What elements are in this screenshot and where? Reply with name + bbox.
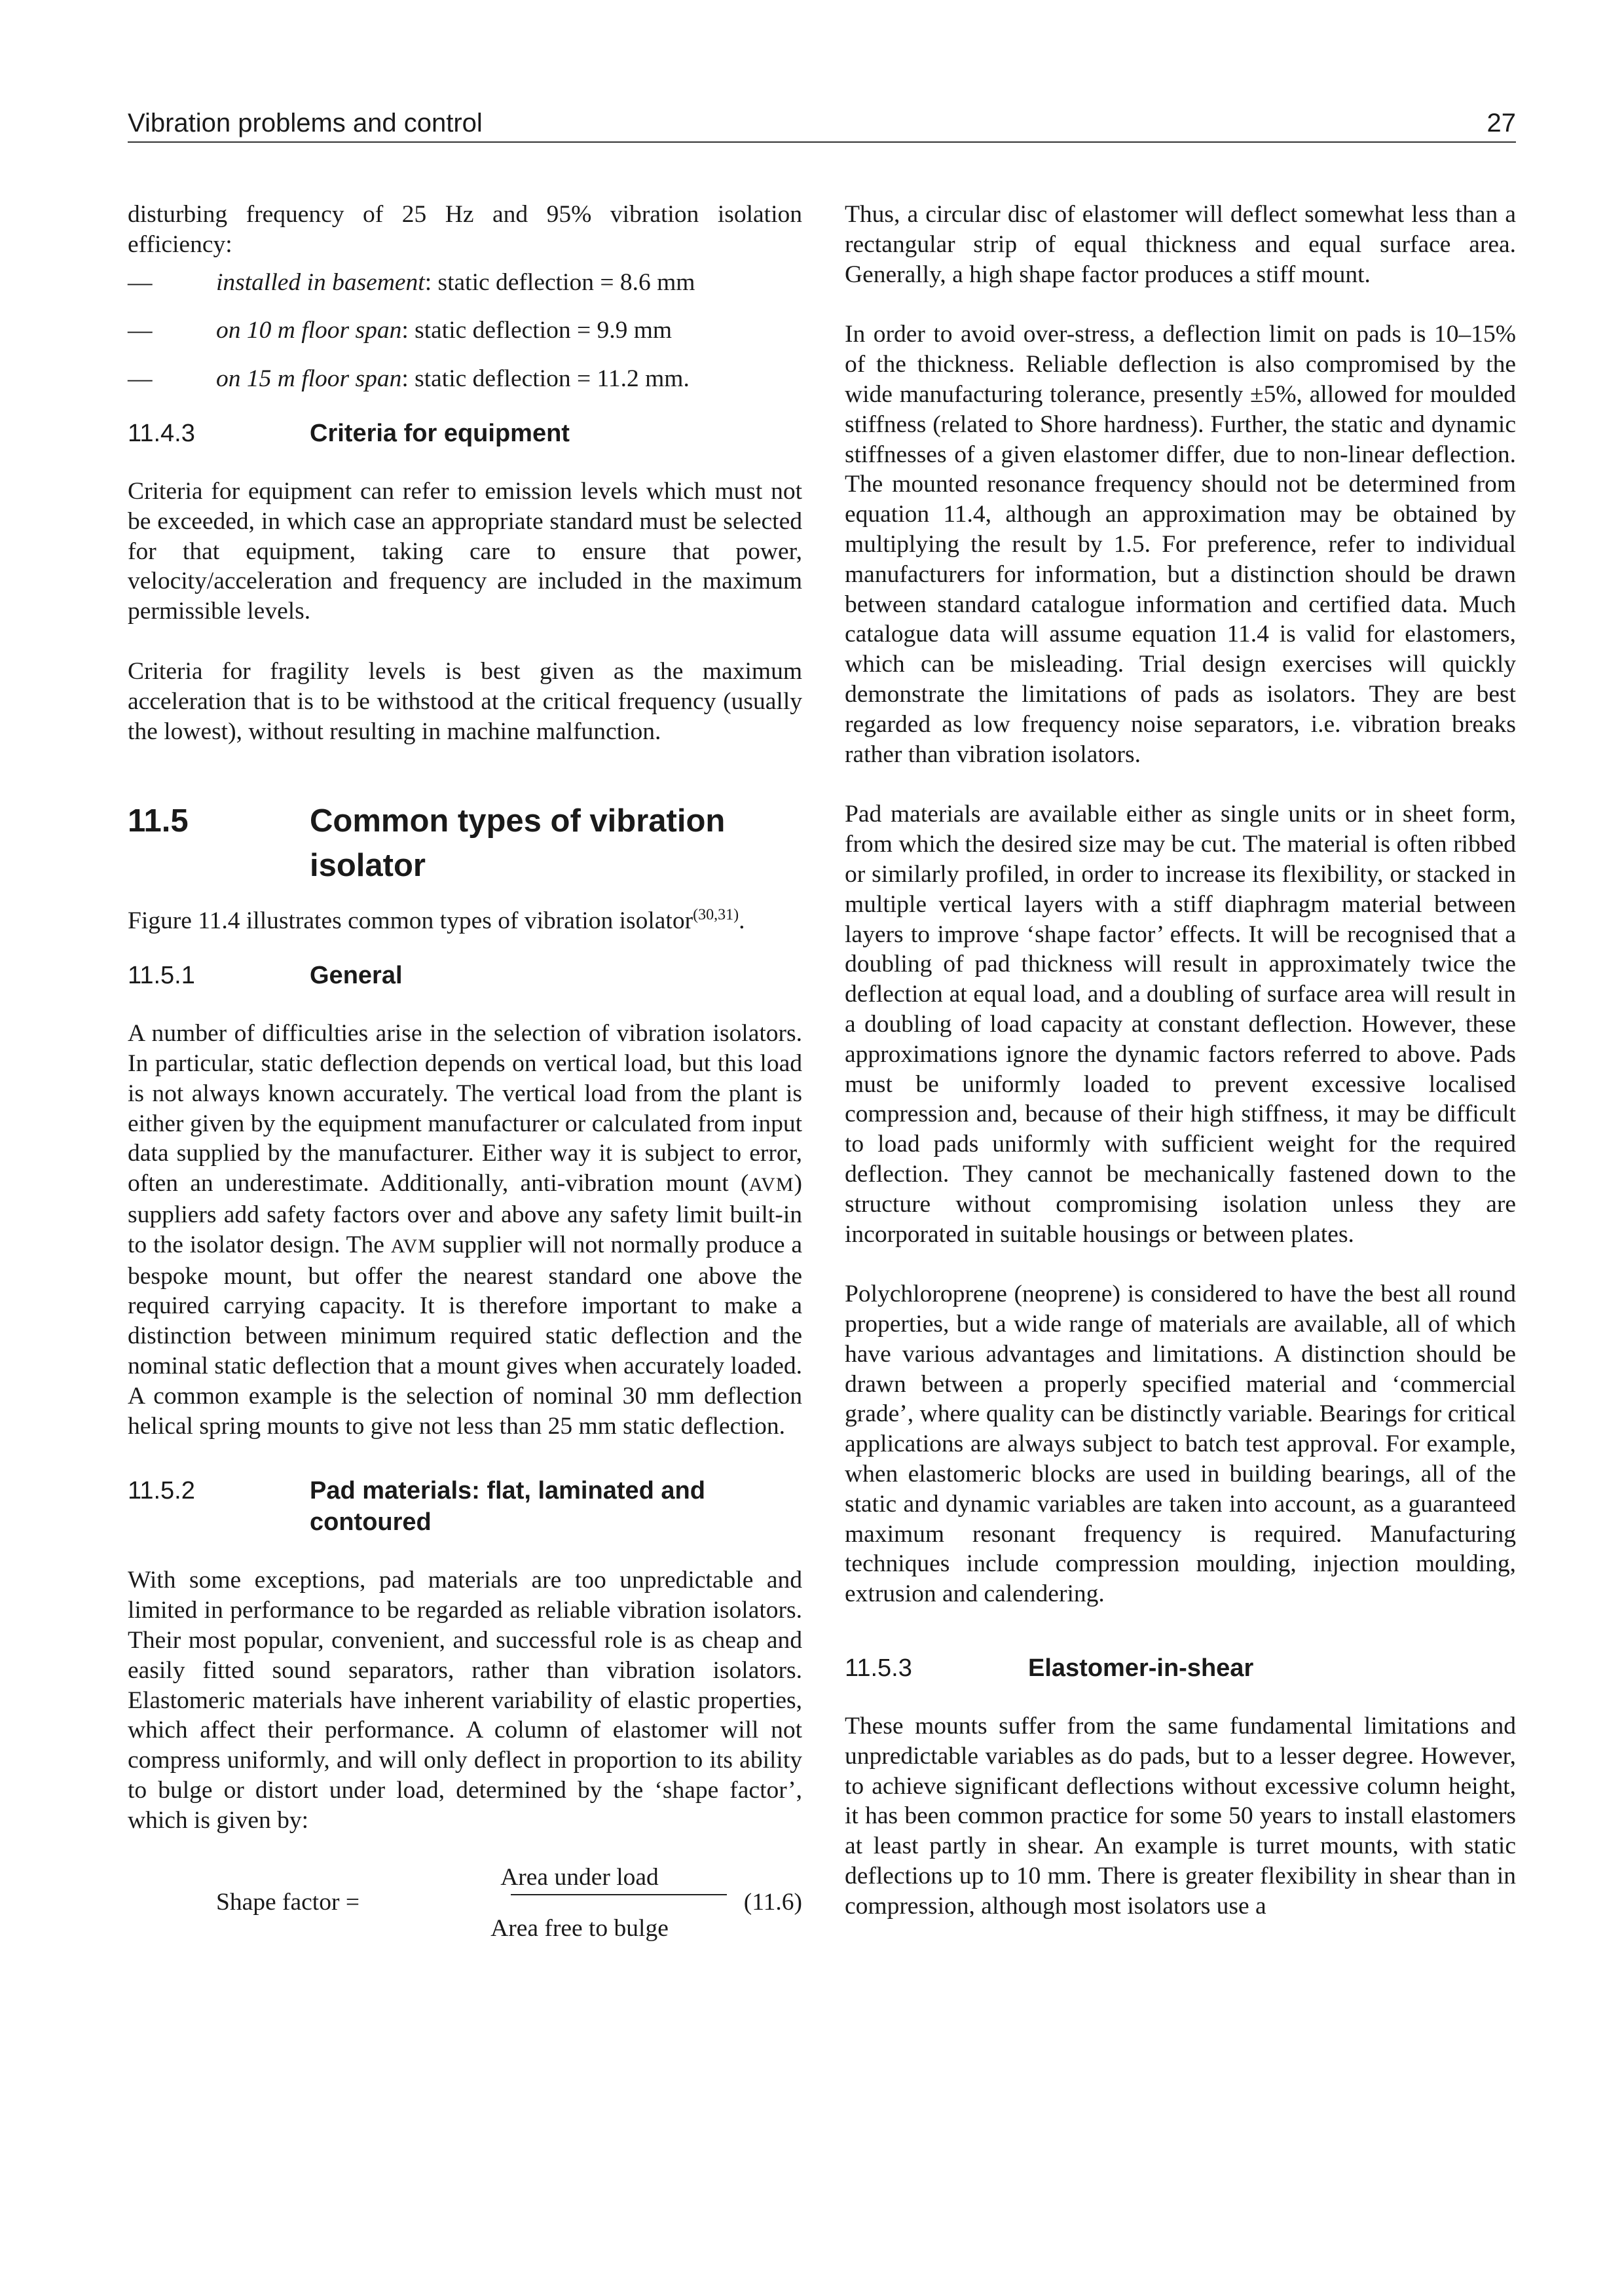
section-heading-11-5-2 [128,1475,802,1538]
paragraph-elastomer-in-shear: These mounts suffer from the same fundamental limitations and unpredictable variables as do pads, but to a lesser degree. However, to achieve significant deflections without excessive column height, it has been common practice for some 50 years to install elastomers at least partly in shear. An example is turret mounts, with static deflections up to 10 mm. There is greater flexibility in shear than in compression, although most isolators use a [845,1713,1516,1920]
fraction-bar [511,1894,727,1895]
right-column [845,200,1516,1922]
list-item-text: : static deflection = 8.6 mm [424,268,695,296]
section-number: 11.5.3 [845,1654,912,1683]
section-number: 11.5.2 [128,1477,195,1505]
section-title: Elastomer-in-shear [1028,1654,1254,1683]
text-run: ) suppliers add safety factors over and above any safety limit built-in to the isolator design. The [128,1170,802,1258]
paragraph-deflection-limit: In order to avoid over-stress, a deflection limit on pads is 10–15% of the thickness. Reliable deflection is also compromised by the wide manufacturing tolerance, presently ±5%, allowed for moulded stiffness (related to Shore hardness). Further, the static and dynamic stiffnesses of a given elastomer differ, due to non-linear deflection. The mounted resonance frequency should not be determined from equation 11.4, although an approximation may be obtained by multiplying the result by 1.5. For preference, refer to individual manufacturers for information, but a distinction should be drawn between standard catalogue information and certified data. Much catalogue data will assume equation 11.4 is valid for elastomers, which can be misleading. Trial design exercises will quickly demonstrate the limitations of pads as isolators. They are best regarded as low frequency noise separators, i.e. vibration breaks rather than vibration isolators. [845,321,1516,768]
section-title: Pad materials: flat, laminated and contoured [310,1477,705,1537]
paragraph-criteria-fragility: Criteria for fragility levels is best given as the maximum acceleration that is to be withstood at the critical frequency (usually the lowest), without resulting in machine malfunction. [128,657,802,745]
intro-paragraph: disturbing frequency of 25 Hz and 95% vibration isolation efficiency: [128,201,802,258]
figure-reference-end: . [739,907,745,935]
abbreviation-avm: AVM [390,1235,436,1257]
equation-11-6 [128,1863,802,1954]
section-title: Criteria for equipment [310,419,570,447]
section-heading-11-5 [128,799,802,888]
list-item-label: on 10 m floor span [216,317,402,344]
paragraph-pad-forms: Pad materials are available either as single units or in sheet form, from which the desired size may be cut. The material is often ribbed or similarly profiled, in order to increase its flexibility, or stacked in multiple vertical layers with a stiff diaphragm material between layers to improve ‘shape factor’ effects. It will be recognised that a doubling of pad thickness will result in approximately twice the deflection at equal load, and a doubling of surface area will result in a doubling of load capacity at constant deflection. However, these approximations ignore the dynamic factors referred to above. Pads must be uniformly loaded to prevent excessive localised compression and, because of their high stiffness, it may be difficult to load pads uniformly with sufficient weight for the required deflection. They cannot be mechanically fastened down to the structure without compromising isolation unless they are incorporated in suitable housings or between plates. [845,801,1516,1248]
list-item-label: installed in basement [216,268,425,296]
paragraph-pad-materials: With some exceptions, pad materials are too unpredictable and limited in performance to be regarded as reliable vibration isolators. Their most popular, convenient, and successful role is as cheap and easily fitted sound separators, rather than vibration isolators. Elastomeric materials have inherent variability of elastic properties, which affect their performance. A column of elastomer will not compress uniformly, and will only deflect in proportion to its ability to bulge or distort under load, determined by the ‘shape factor’, which is given by: [128,1567,802,1834]
abbreviation-avm: AVM [748,1174,794,1196]
equation-lhs: Shape factor = [216,1889,360,1916]
list-item [128,364,802,394]
figure-reference-text: Figure 11.4 illustrates common types of vibration isolator [128,907,693,935]
equation-numerator: Area under load [500,1864,659,1891]
text-run: A number of difficulties arise in the selection of vibration isolators. In particular, static deflection depends on vertical load, but this load is not always known accurately. The vertical load from the plant is either given by the equipment manufacturer or calculated from input data supplied by the manufacturer. Either way it is subject to error, often an underestimate. Additionally, anti-vibration mount ( [128,1020,802,1197]
equation-denominator: Area free to bulge [490,1915,669,1942]
paragraph-criteria-equipment: Criteria for equipment can refer to emission levels which must not be exceeded, in which case an appropriate standard must be selected for that equipment, taking care to ensure that power, velocity/acceleration and frequency are included in the maximum permissible levels. [128,477,802,625]
page-number: 27 [1486,109,1516,137]
running-title: Vibration problems and control [128,109,483,137]
running-header [128,105,1516,143]
list-item [128,268,802,298]
list-item-text: : static deflection = 11.2 mm. [401,365,690,393]
section-heading-11-5-3 [845,1652,1516,1684]
paragraph-polychloroprene: Polychloroprene (neoprene) is considered to have the best all round properties, but a wide range of materials are available, all of which have various advantages and limitations. A distinction should be drawn between a properly specified material and ‘commercial grade’, where quality can be distinctly variable. Bearings for critical applications are always subject to batch test approval. For example, when elastomeric blocks are used in building bearings, all of the static and dynamic variables are taken into account, as a guaranteed maximum resonant frequency is required. Manufacturing techniques include compression moulding, injection moulding, extrusion and calendering. [845,1281,1516,1608]
deflection-list [128,268,802,394]
paragraph-general [128,1019,802,1441]
section-heading-11-5-1 [128,960,802,991]
list-item-text: : static deflection = 9.9 mm [401,317,673,344]
paragraph-circular-disc: Thus, a circular disc of elastomer will deflect somewhat less than a rectangular strip of equal thickness and equal surface area. Generally, a high shape factor produces a stiff mount. [845,201,1516,288]
left-column [128,200,802,1954]
equation-number: (11.6) [743,1889,802,1916]
section-number: 11.5.1 [128,962,195,990]
list-item [128,316,802,346]
section-number: 11.4.3 [128,419,195,447]
list-item-label: on 15 m floor span [216,365,402,393]
section-heading-11-4-3 [128,418,802,449]
section-title: Common types of vibration isolator [310,803,726,884]
citation-superscript: (30,31) [693,906,739,924]
paragraph-figure-reference [128,906,802,936]
section-title: General [310,962,403,990]
section-number: 11.5 [128,803,189,839]
text-run: supplier will not normally produce a bespoke mount, but offer the nearest standard one above the required carrying capacity. It is therefore important to make a distinction between minimum required static deflection and the nominal static deflection that a mount gives when accurately loaded. A common example is the selection of nominal 30 mm deflection helical spring mounts to give not less than 25 mm static deflection. [128,1231,802,1440]
